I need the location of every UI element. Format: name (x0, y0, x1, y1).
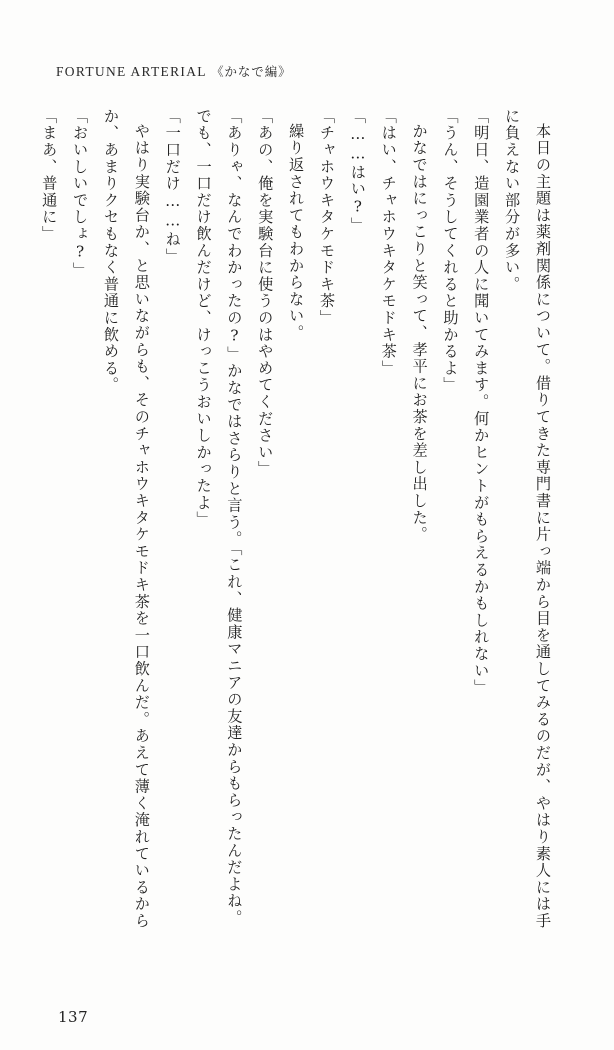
paragraph: 「あの、俺を実験台に使うのはやめてください」 (256, 108, 275, 478)
paragraph: かなではにっこりと笑って、孝平にお茶を差し出した。 (410, 123, 429, 544)
paragraph: 本日の主題は薬剤関係について。借りてきた専門書に片っ端から目を通してみるのだが、やはり素人には手に負えない部分が多い。 (503, 108, 552, 930)
running-head (56, 62, 292, 80)
paragraph: 「はい、チャホウキタケモドキ茶」 (379, 108, 398, 377)
running-head-series: FORTUNE ARTERIAL (56, 64, 207, 79)
page-number: 137 (58, 1008, 89, 1026)
paragraph: 「ありゃ、なんでわかったの?」かなではさらりと言う。「これ、健康マニアの友達からもらったんだよね。でも、一口だけ飲んだけど、けっこうおいしかったよ」 (194, 108, 244, 927)
paragraph: 「明日、造園業者の人に聞いてみます。何かヒントがもらえるかもしれない」 (472, 108, 491, 696)
paragraph: 「まあ、普通に」 (40, 108, 59, 243)
paragraph: 「一口だけ……ね」 (163, 108, 182, 265)
paragraph: 「チャホウキタケモドキ茶」 (317, 108, 336, 327)
body-text (40, 108, 558, 938)
paragraph: 「……はい?」 (348, 108, 367, 234)
paragraph: 「うん、そうしてくれると助かるよ」 (441, 108, 460, 394)
paragraph: やはり実験台か、と思いながらも、そのチャホウキタケモドキ茶を一口飲んだ。あえて薄く淹れているからか、あまりクセもなく普通に飲める。 (101, 108, 151, 930)
paragraph: 「おいしいでしょ?」 (71, 108, 90, 279)
paragraph: 繰り返されてもわからない。 (287, 123, 306, 342)
running-head-volume: 《かなで編》 (211, 64, 292, 79)
